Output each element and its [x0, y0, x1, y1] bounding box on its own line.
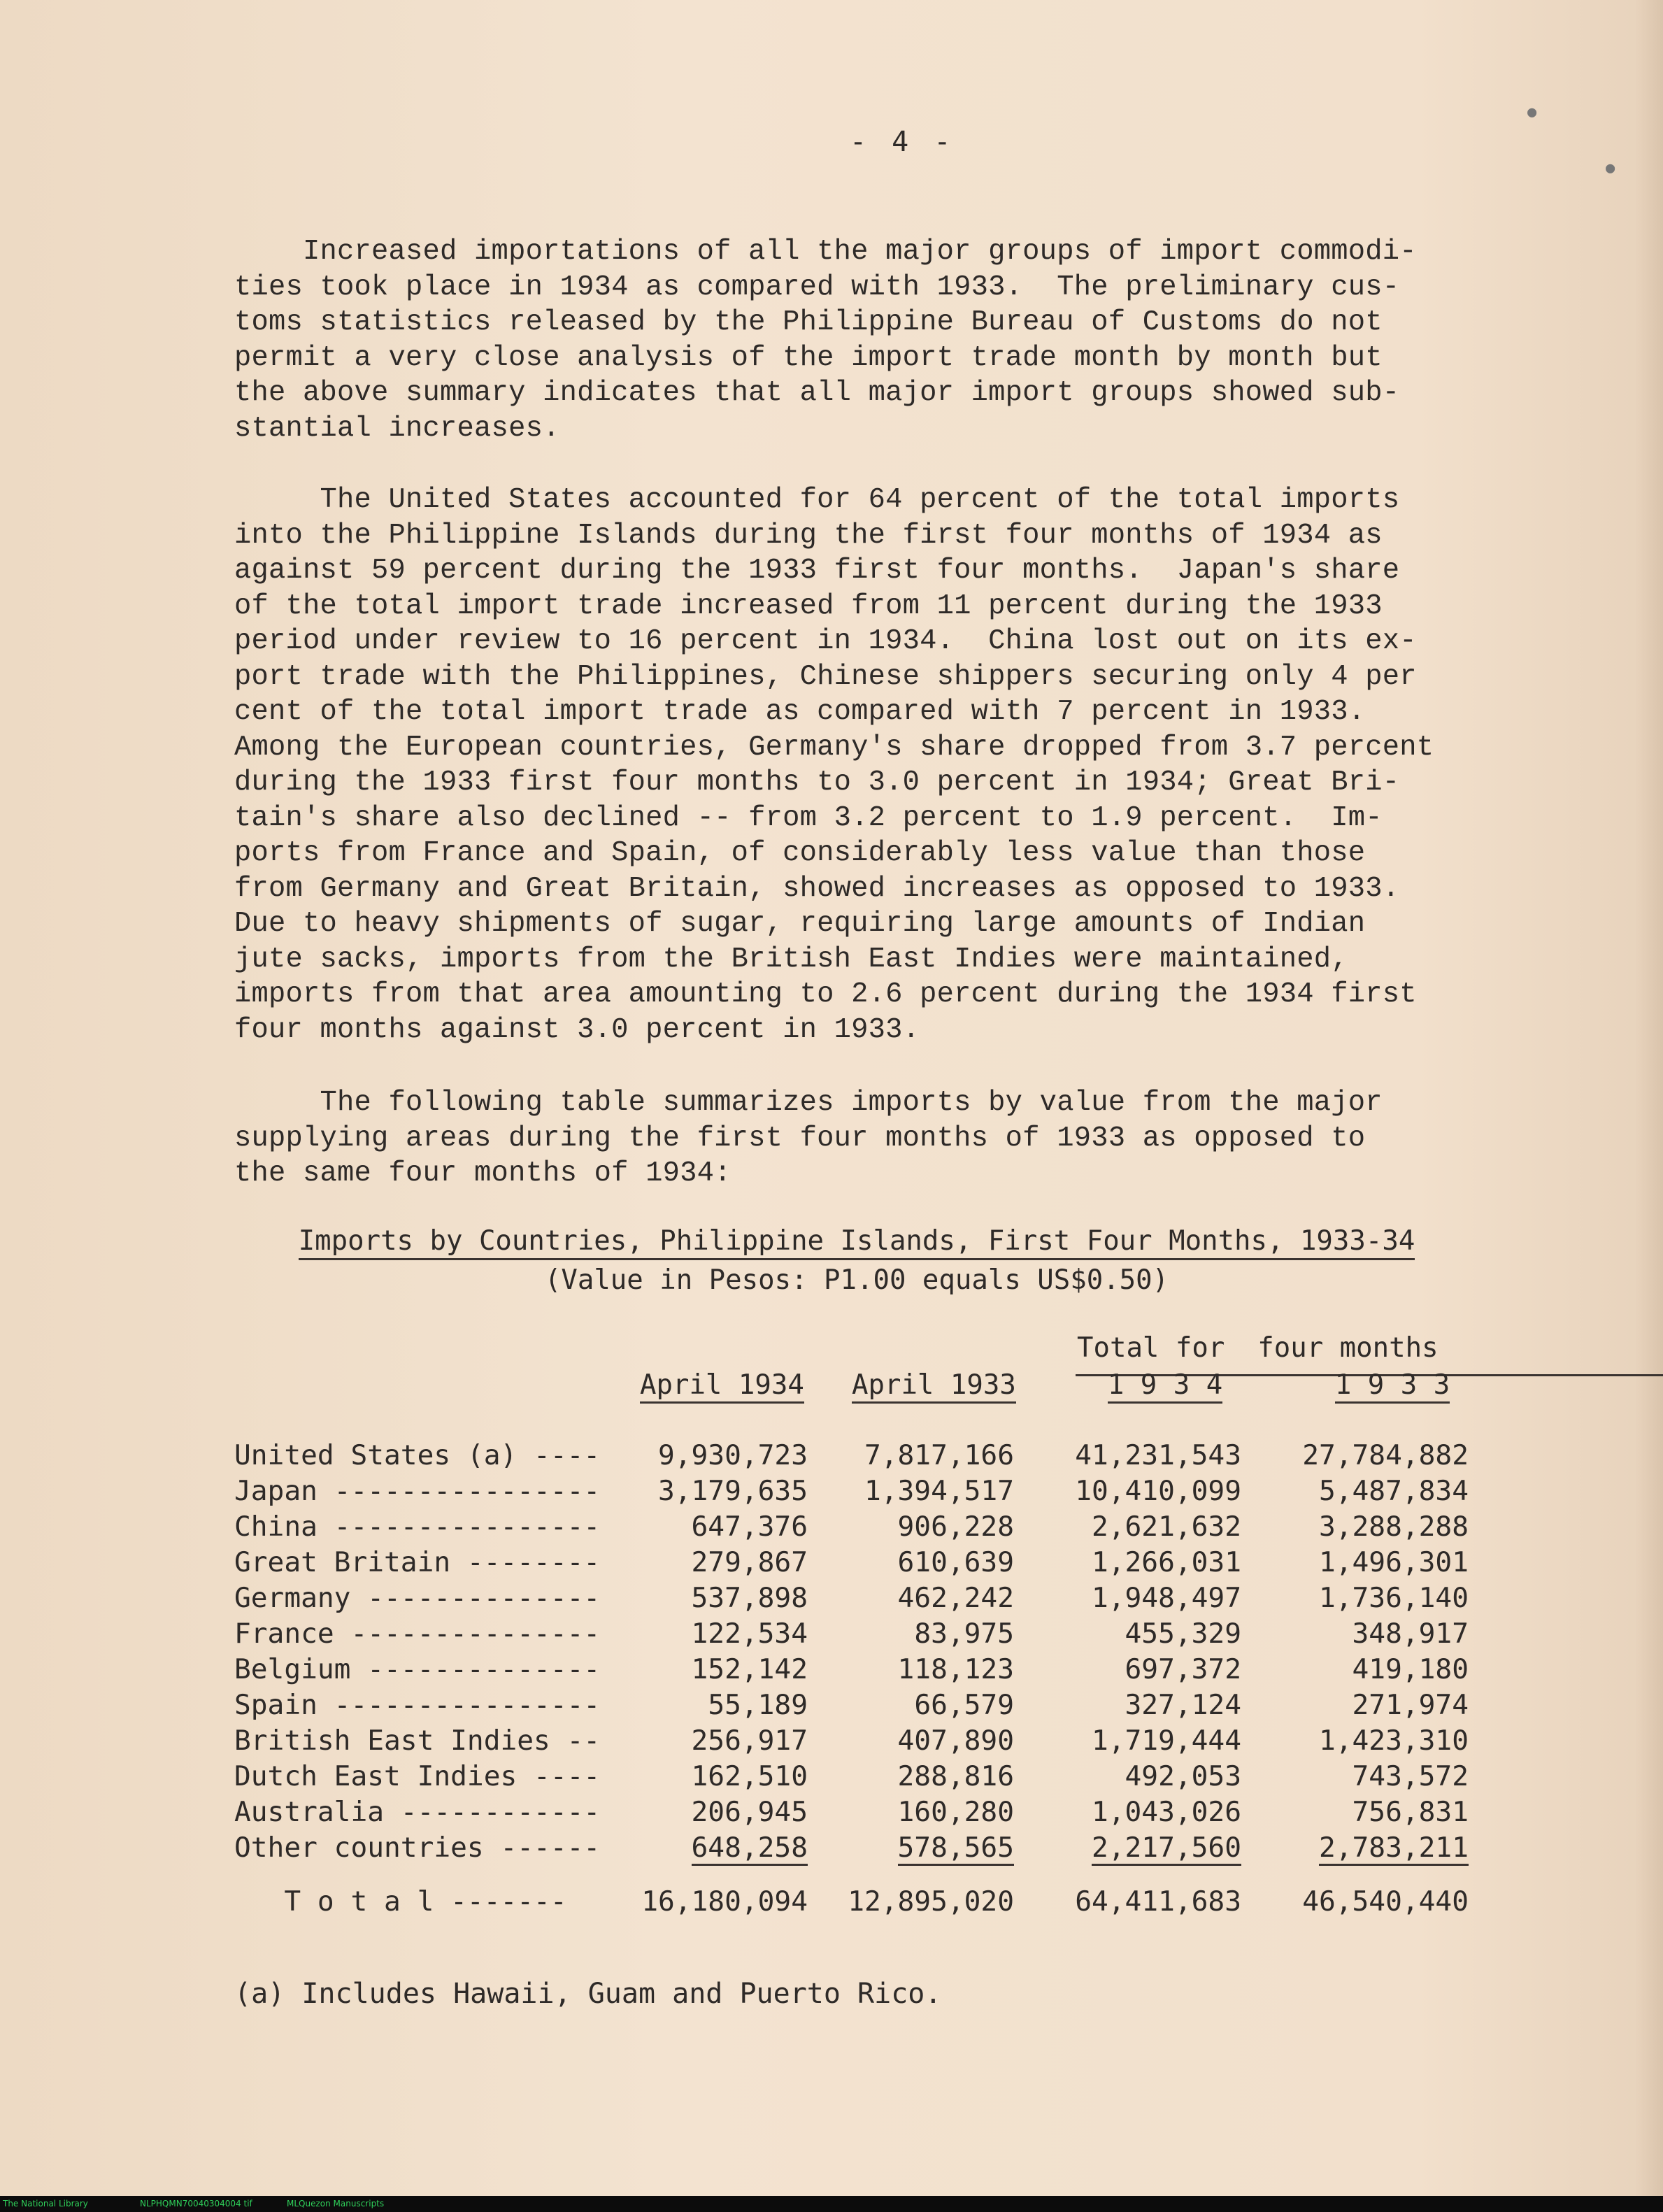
value-cell: 10,410,099	[1075, 1474, 1241, 1507]
value-cell: 160,280	[897, 1795, 1014, 1828]
page-number: - 4 -	[850, 126, 955, 158]
paragraph-line: four months against 3.0 percent in 1933.	[234, 1013, 920, 1046]
table-row	[234, 1758, 1469, 1794]
value-cell: 578,565	[808, 1829, 1014, 1865]
value-cell: 1,043,026	[1091, 1795, 1241, 1828]
paragraph-line: jute sacks, imports from the British East Indies were maintained,	[234, 943, 1348, 976]
value-cell: 492,053	[1125, 1760, 1241, 1792]
paragraph-increased-importations	[234, 234, 1465, 446]
value-cell: 41,231,543	[1075, 1439, 1241, 1471]
country-label: Other countries ------	[234, 1831, 601, 1864]
value-cell: 419,180	[1352, 1653, 1469, 1685]
paragraph-united-states-share	[234, 483, 1465, 1048]
column-header-total-1933: 1 9 3 3	[1295, 1369, 1490, 1401]
value-cell: 2,783,211	[1241, 1829, 1469, 1865]
table-subtitle: (Value in Pesos: P1.00 equals US$0.50)	[544, 1264, 1169, 1296]
paragraph-line: from Germany and Great Britain, showed increases as opposed to 1933.	[234, 872, 1400, 905]
value-cell: 122,534	[691, 1617, 808, 1650]
footer-library: The National Library	[3, 2199, 88, 2209]
value-cell: 288,816	[897, 1760, 1014, 1792]
value-cell: 55,189	[708, 1688, 808, 1721]
country-label: Australia ------------	[234, 1795, 601, 1828]
value-cell: 348,917	[1352, 1617, 1469, 1650]
paper-edge-shadow	[1635, 0, 1663, 2196]
paragraph-line: toms statistics released by the Philippine Bureau of Customs do not	[234, 306, 1383, 338]
paragraph-line: of the total import trade increased from 11 percent during the 1933	[234, 590, 1383, 622]
paragraph-line: Among the European countries, Germany's share dropped from 3.7 percent	[234, 731, 1434, 764]
value-cell: 906,228	[897, 1510, 1014, 1543]
table-row	[234, 1437, 1469, 1473]
table-row	[234, 1580, 1469, 1615]
value-cell: 83,975	[914, 1617, 1014, 1650]
imports-by-country-table	[234, 1437, 1469, 1922]
value-cell: 743,572	[1352, 1760, 1469, 1792]
value-cell: 407,890	[897, 1724, 1014, 1757]
country-label: T o t a l -------	[234, 1885, 567, 1918]
country-label: Great Britain --------	[234, 1546, 601, 1578]
paragraph-line: The following table summarizes imports by value from the major	[234, 1087, 1383, 1119]
value-cell: 455,329	[1125, 1617, 1241, 1650]
paragraph-line: against 59 percent during the 1933 first four months. Japan's share	[234, 555, 1400, 587]
table-row	[234, 1615, 1469, 1651]
paragraph-line: cent of the total import trade as compared with 7 percent in 1933.	[234, 696, 1366, 728]
value-cell: 64,411,683	[1075, 1885, 1241, 1918]
value-cell: 1,948,497	[1091, 1581, 1241, 1614]
value-cell: 327,124	[1125, 1688, 1241, 1721]
value-cell: 537,898	[691, 1581, 808, 1614]
value-cell: 647,376	[691, 1510, 808, 1543]
value-cell: 66,579	[914, 1688, 1014, 1721]
country-label: Japan ----------------	[234, 1474, 601, 1507]
table-row	[234, 1544, 1469, 1580]
archive-footer-bar	[0, 2196, 1663, 2212]
value-cell: 5,487,834	[1318, 1474, 1469, 1507]
table-row	[234, 1687, 1469, 1722]
country-label: United States (a) ----	[234, 1439, 601, 1471]
value-cell: 1,423,310	[1318, 1724, 1469, 1757]
country-label: Germany --------------	[234, 1581, 601, 1614]
table-title: Imports by Countries, Philippine Islands, First Four Months, 1933-34	[252, 1225, 1462, 1257]
value-cell: 1,266,031	[1091, 1546, 1241, 1578]
paragraph-line: Due to heavy shipments of sugar, requiring large amounts of Indian	[234, 908, 1366, 940]
table-total-row	[234, 1865, 1469, 1922]
value-cell: 648,258	[640, 1829, 808, 1865]
value-cell: 2,217,560	[1014, 1829, 1241, 1865]
value-cell: 162,510	[691, 1760, 808, 1792]
country-label: Spain ----------------	[234, 1688, 601, 1721]
country-label: France ---------------	[234, 1617, 601, 1650]
value-cell: 3,179,635	[657, 1474, 808, 1507]
pin-hole-mark: ●	[1606, 159, 1615, 177]
value-cell: 256,917	[691, 1724, 808, 1757]
value-cell: 152,142	[691, 1653, 808, 1685]
pin-hole-mark: ●	[1527, 104, 1537, 121]
table-row	[234, 1508, 1469, 1544]
paragraph-line: supplying areas during the first four months of 1933 as opposed to	[234, 1122, 1366, 1155]
paragraph-line: into the Philippine Islands during the first four months of 1934 as	[234, 519, 1383, 552]
table-row	[234, 1829, 1469, 1865]
value-cell: 206,945	[691, 1795, 808, 1828]
paragraph-line: the above summary indicates that all major import groups showed sub-	[234, 377, 1400, 409]
value-cell: 610,639	[897, 1546, 1014, 1578]
paragraph-line: ties took place in 1934 as compared with 1933. The preliminary cus-	[234, 271, 1400, 304]
table-row	[234, 1794, 1469, 1829]
value-cell: 697,372	[1125, 1653, 1241, 1685]
value-cell: 7,817,166	[864, 1439, 1014, 1471]
column-header-total-1934: 1 9 3 4	[1073, 1369, 1257, 1401]
country-label: China ----------------	[234, 1510, 601, 1543]
paragraph-line: stantial increases.	[234, 412, 560, 445]
value-cell: 756,831	[1352, 1795, 1469, 1828]
paragraph-line: Increased importations of all the major groups of import commodi-	[234, 236, 1417, 268]
paragraph-line: port trade with the Philippines, Chinese shippers securing only 4 per	[234, 660, 1417, 693]
table-row	[234, 1651, 1469, 1687]
column-header-april-1934: April 1934	[640, 1369, 804, 1401]
value-cell: 1,736,140	[1318, 1581, 1469, 1614]
value-cell: 12,895,020	[848, 1885, 1014, 1918]
paragraph-line: permit a very close analysis of the import trade month by month but	[234, 341, 1383, 374]
value-cell: 3,288,288	[1318, 1510, 1469, 1543]
paragraph-line: ports from France and Spain, of considerably less value than those	[234, 837, 1366, 869]
table-row	[234, 1722, 1469, 1758]
paragraph-table-intro	[234, 1085, 1465, 1192]
footer-collection: MLQuezon Manuscripts	[287, 2199, 385, 2209]
table-footnote: (a) Includes Hawaii, Guam and Puerto Rico.	[234, 1978, 942, 2010]
value-cell: 9,930,723	[657, 1439, 808, 1471]
column-header-april-1933: April 1933	[852, 1369, 1016, 1401]
table-row	[234, 1473, 1469, 1508]
paragraph-line: during the 1933 first four months to 3.0 percent in 1934; Great Bri-	[234, 766, 1400, 799]
country-label: Belgium --------------	[234, 1653, 601, 1685]
paragraph-line: imports from that area amounting to 2.6 percent during the 1934 first	[234, 978, 1417, 1011]
value-cell: 27,784,882	[1302, 1439, 1469, 1471]
paragraph-line: the same four months of 1934:	[234, 1157, 731, 1190]
value-cell: 271,974	[1352, 1688, 1469, 1721]
country-label: British East Indies --	[234, 1724, 601, 1757]
value-cell: 118,123	[897, 1653, 1014, 1685]
footer-file: NLPHQMN70040304004 tif	[140, 2199, 252, 2209]
value-cell: 2,621,632	[1091, 1510, 1241, 1543]
value-cell: 279,867	[691, 1546, 808, 1578]
paragraph-line: period under review to 16 percent in 1934. China lost out on its ex-	[234, 625, 1417, 657]
paragraph-line: tain's share also declined -- from 3.2 percent to 1.9 percent. Im-	[234, 801, 1383, 834]
paragraph-line: The United States accounted for 64 percent of the total imports	[234, 484, 1400, 516]
value-cell: 1,394,517	[864, 1474, 1014, 1507]
group-header-total-four-months: Total for four months	[1077, 1332, 1439, 1364]
value-cell: 46,540,440	[1302, 1885, 1469, 1918]
value-cell: 16,180,094	[641, 1885, 808, 1918]
value-cell: 1,719,444	[1091, 1724, 1241, 1757]
country-label: Dutch East Indies ----	[234, 1760, 601, 1792]
value-cell: 1,496,301	[1318, 1546, 1469, 1578]
value-cell: 462,242	[897, 1581, 1014, 1614]
